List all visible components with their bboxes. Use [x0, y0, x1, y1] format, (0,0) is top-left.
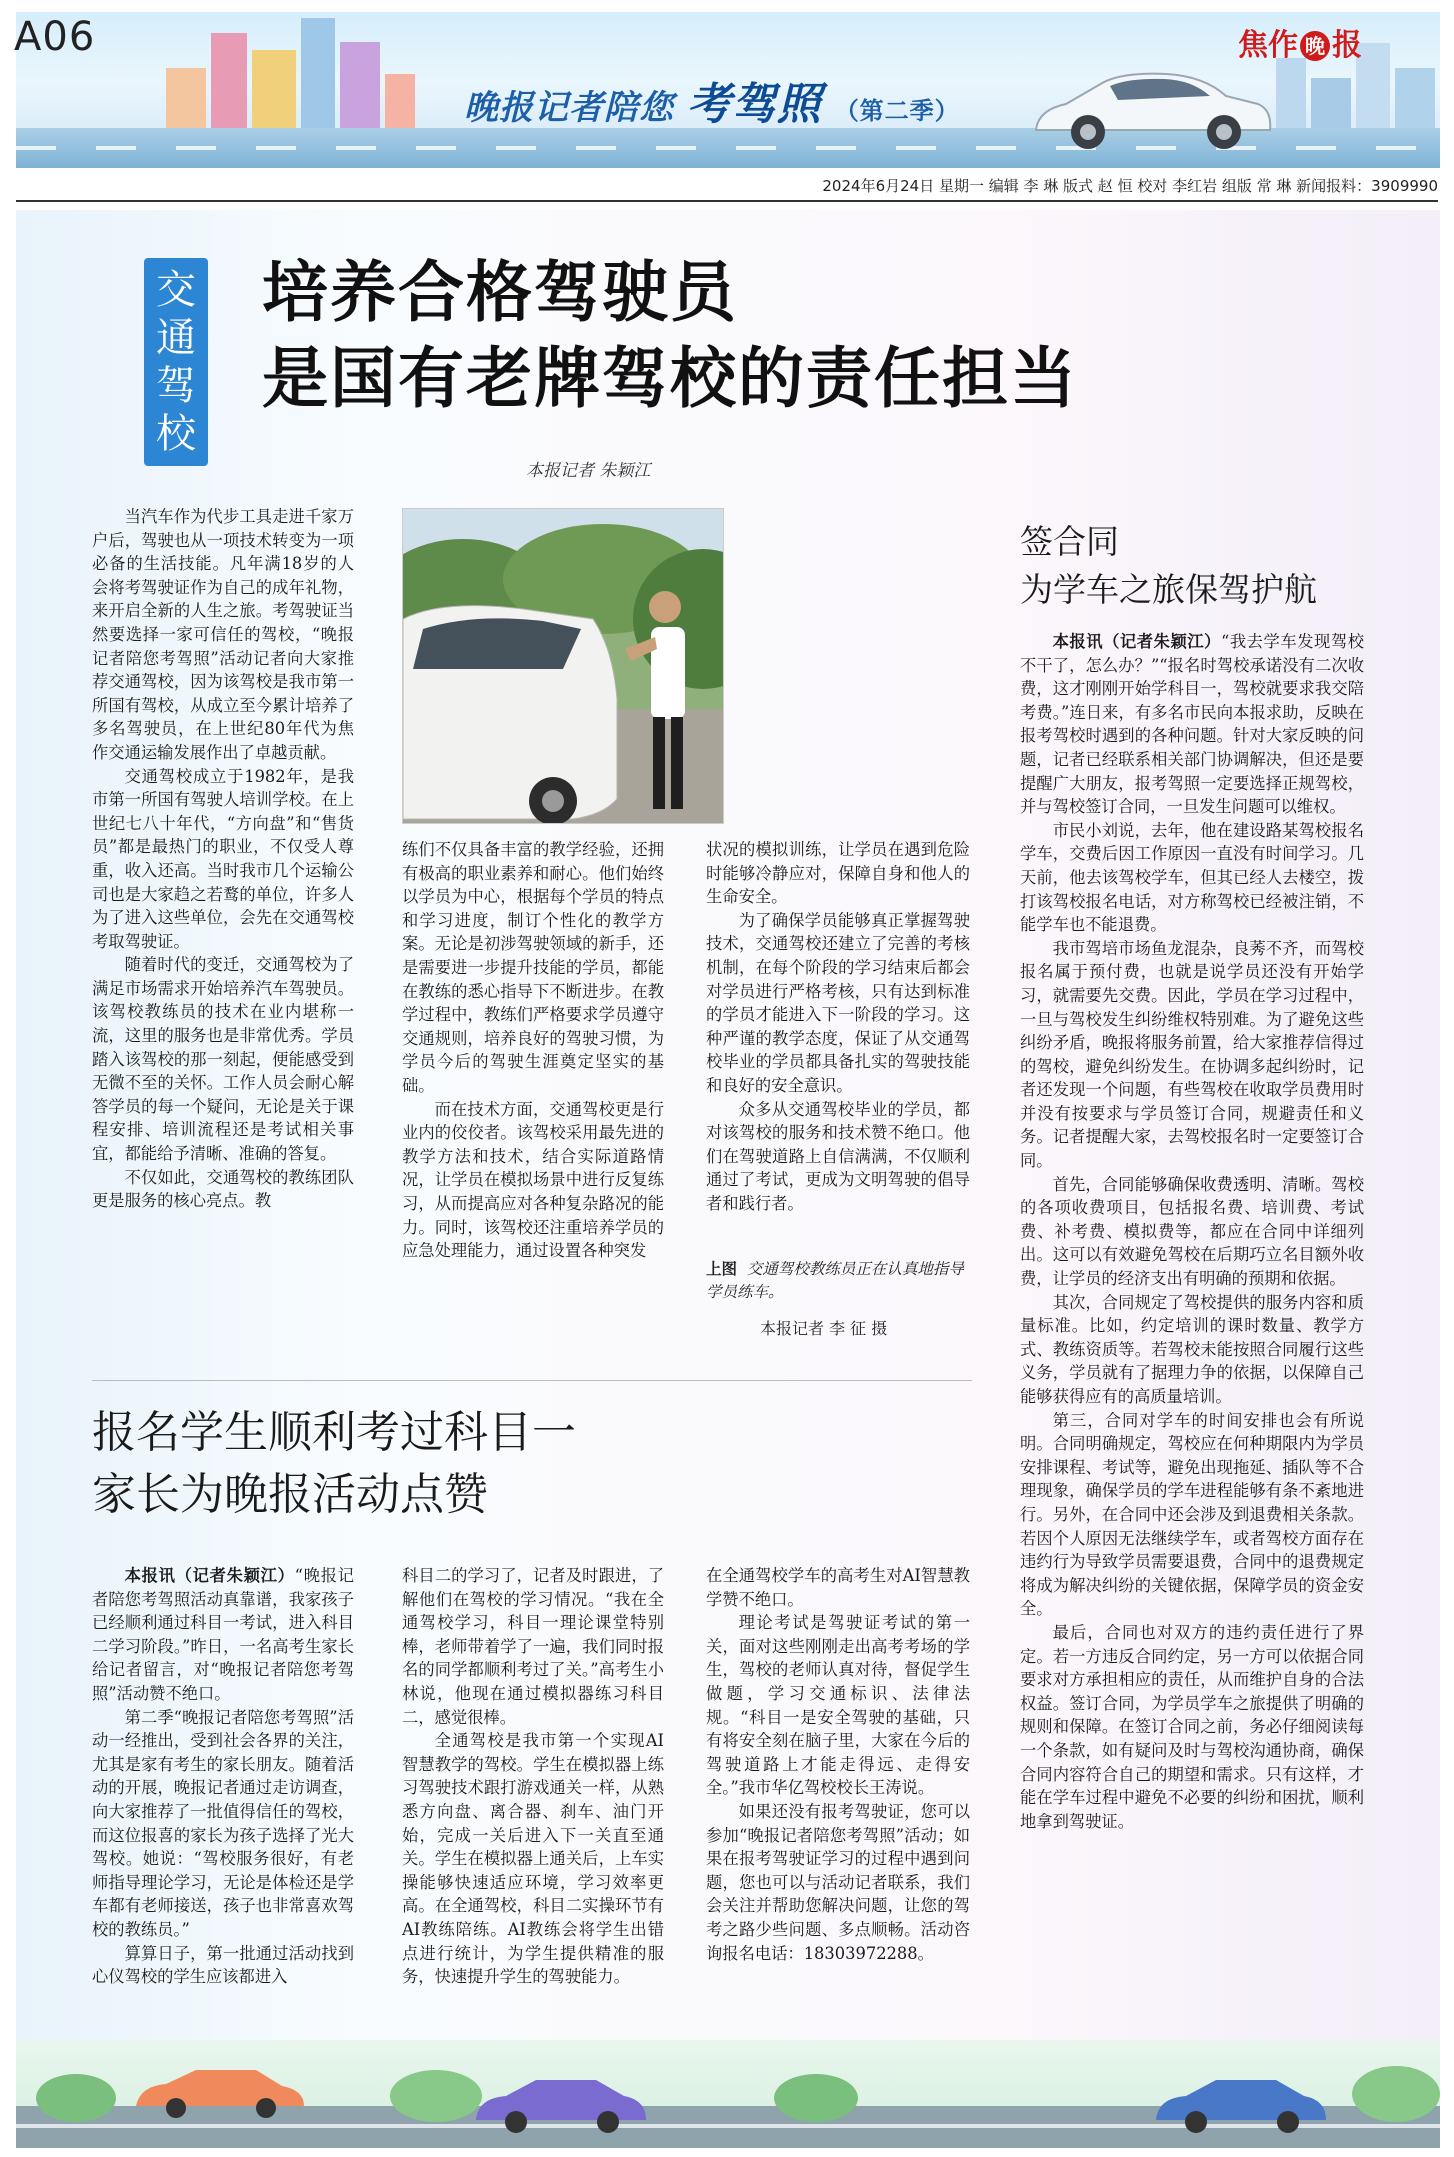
paragraph: 状况的模拟训练，让学员在遇到危险时能够冷静应对，保障自身和他人的生命安全。 [706, 840, 970, 907]
lead-reporter: 本报记者 朱颖江 [526, 461, 651, 481]
section-tag-char: 交 [156, 267, 196, 313]
section-tag-char: 校 [156, 411, 196, 457]
paragraph: 算算日子，第一批通过活动找到心仪驾校的学生应该都进入 [92, 1943, 354, 1987]
paragraph: 第二季“晚报记者陪您考驾照”活动一经推出，受到社会各界的关注，尤其是家有考生的家长朋友。随着活动的开展，晚报记者通过走访调查，向大家推荐了一批值得信任的驾校，而这位报喜的家长为孩子选择了光大驾校。她说：“驾校服务很好，有老师指导理论学习，无论是体检还是学车都有老师接送，孩子也非常喜欢驾校的教练员。” [92, 1707, 354, 1939]
banner-title-part: 晚报记者陪您 [464, 88, 674, 128]
paragraph: 科目二的学习了，记者及时跟进，了解他们在驾校的学习情况。“我在全通驾校学习，科目一理论课堂特别棒，老师带着学了一遍，我们同时报名的同学都顺利考过了关。”高考生小林说，他现在通过模拟器练习科目二，感觉很棒。 [402, 1566, 664, 1727]
footer-illustration [16, 2040, 1440, 2148]
logo-ball: 晚 [1300, 31, 1330, 61]
second-headline-line: 报名学生顺利考过科目一 [92, 1407, 576, 1458]
lead-article-column-3 [706, 838, 970, 1216]
paragraph: 第三，合同对学车的时间安排也会有所说明。合同明确规定，驾校应在何种期限内为学员安排课程、考试等，避免出现拖延、插队等不合理现象，确保学员的学车进程能够有条不紊地进行。另外，在合同中还会涉及到退费相关条款。若因个人原因无法继续学车，或者驾校方面存在违约行为导致学员需要退费，合同中的退费规定将成为解决纠纷的关键依据，保障学员的资金安全。 [1020, 1410, 1364, 1619]
car-icon [1026, 52, 1276, 162]
paragraph-text: “晚报记者陪您考驾照活动真靠谱，我家孩子已经顺利通过科目一考试，进入科目二学习阶段。”昨日，一名高考生家长给记者留言，对“晚报记者陪您考驾照”活动赞不绝口。 [92, 1566, 354, 1703]
second-article-headline [92, 1402, 576, 1526]
second-article-column-1 [92, 1564, 354, 1989]
paragraph: 而在技术方面，交通驾校更是行业内的佼佼者。该驾校采用最先进的教学方法和技术，结合实际道路情况，让学员在模拟场景中进行反复练习，从而提高应对各种复杂路况的能力。同时，该驾校还注重培养学员的应急处理能力，通过设置各种突发 [402, 1099, 664, 1261]
paragraph: 全通驾校是我市第一个实现AI智慧教学的驾校。学生在模拟器上练习驾驶技术跟打游戏通关一样，从熟悉方向盘、离合器、刹车、油门开始，完成一关后进入下一关直至通关。学生在模拟器上通关后，上车实操能够快速适应环境，学习效率更高。在全通驾校，科目二实操环节有AI教练陪练。AI教练会将学生出错点进行统计，为学生提供精准的服务，快速提升学生的驾驶能力。 [402, 1731, 664, 1987]
logo-text: 焦作 [1238, 28, 1298, 63]
photo-credit: 本报记者 李 征 摄 [760, 1319, 888, 1338]
skyline-building [340, 42, 380, 138]
paragraph: 不仅如此，交通驾校的教练团队更是服务的核心亮点。教 [92, 1167, 354, 1211]
section-tag-char: 通 [156, 315, 196, 361]
paragraph: 随着时代的变迁，交通驾校为了满足市场需求开始培养汽车驾驶员。该驾校教练员的技术在业内堪称一流，这里的服务也是非常优秀。学员踏入该驾校的那一刻起，便能感受到无微不至的关怀。工作人员会耐心解答学员的每一个疑问，无论是关于课程安排、培训流程还是考试相关事宜，都能给予清晰、准确的答复。 [92, 955, 354, 1164]
section-divider [92, 1380, 972, 1381]
paragraph [92, 1564, 354, 1706]
paragraph: 众多从交通驾校毕业的学员，都对该驾校的服务和技术赞不绝口。他们在驾驶道路上自信满满，不仅顺利通过了考试，更成为文明驾驶的倡导者和践行者。 [706, 1099, 970, 1213]
paragraph [1020, 630, 1364, 819]
right-article-column [1020, 630, 1364, 1833]
paragraph: 其次，合同规定了驾校提供的服务内容和质量标准。比如，约定培训的课时数量、教学方式、教练资质等。若驾校未能按照合同履行这些义务，学员就有了据理力争的依据，以保障自己能够获得应有的高质量培训。 [1020, 1292, 1364, 1406]
banner-title [464, 68, 960, 132]
paragraph: 为了确保学员能够真正掌握驾驶技术，交通驾校还建立了完善的考核机制，在每个阶段的学习结束后都会对学员进行严格考核，只有达到标准的学员才能进入下一阶段的学习。这种严谨的教学态度，保证了从交通驾校毕业的学员都具备扎实的驾驶技能和良好的安全意识。 [706, 910, 970, 1095]
article-lead: 本报讯（记者朱颖江） [1052, 632, 1221, 651]
right-headline-line: 签合同 [1020, 522, 1119, 561]
lead-headline-line: 是国有老牌驾校的责任担当 [262, 340, 1078, 417]
paragraph: 最后，合同也对双方的违约责任进行了界定。若一方违反合同约定，另一方可以依据合同要求对方承担相应的责任，从而维护自身的合法权益。签订合同，为学员学车之旅提供了明确的规则和保障。在签订合同之前，务必仔细阅读每一个条款，如有疑问及时与驾校沟通协商，确保合同内容符合自己的期望和需求。只有这样，才能在学车过程中避免不必要的纠纷和困扰，顺利地拿到驾驶证。 [1020, 1622, 1364, 1831]
skyline-building [252, 50, 296, 138]
header-rule [16, 200, 1438, 202]
skyline-building [301, 18, 335, 138]
article-lead: 本报讯（记者朱颖江） [124, 1566, 295, 1585]
banner-title-season: （第二季） [834, 97, 960, 125]
banner-title-highlight: 考驾照 [686, 79, 822, 130]
header-banner [16, 12, 1440, 168]
paragraph: 我市驾培市场鱼龙混杂，良莠不齐，而驾校报名属于预付费，也就是说学员还没有开始学习，就需要先交费。因此，学员在学习过程中，一旦与驾校发生纠纷维权特别难。为了避免这些纠纷矛盾，晚报将服务前置，给大家推荐信得过的驾校，避免纠纷发生。在协调多起纠纷时，记者还发现一个问题，有些驾校在收取学员费用时并没有按要求与学员签订合同，规避责任和义务。记者提醒大家，去驾校报名时一定要签订合同。 [1020, 938, 1364, 1171]
lead-headline [262, 250, 1078, 422]
paragraph: 交通驾校成立于1982年，是我市第一所国有驾驶人培训学校。在上世纪七八十年代，“方向盘”和“售货员”都是最热门的职业，不仅受人尊重，收入还高。当时我市几个运输公司也是大家趋之若鹜的单位，许多人为了进入这些单位，会先在交通驾校考取驾驶证。 [92, 766, 354, 951]
paragraph: 在全通驾校学车的高考生对AI智慧教学赞不绝口。 [706, 1566, 970, 1609]
second-article-column-3 [706, 1564, 970, 1965]
lead-photo [402, 508, 724, 824]
section-tag-char: 驾 [156, 363, 196, 409]
skyline-building [1276, 58, 1306, 138]
section-tag [144, 258, 208, 466]
driving-lesson-photo [403, 509, 724, 824]
road-scene-illustration [16, 2040, 1440, 2148]
paragraph: 理论考试是驾驶证考试的第一关，面对这些刚刚走出高考考场的学生，驾校的老师认真对待，督促学生做题，学习交通标识、法律法规。“科目一是安全驾驶的基础，只有将安全刻在脑子里，大家在今后的驾驶道路上才能走得远、走得安全。”我市华亿驾校校长王涛说。 [706, 1613, 970, 1798]
lead-headline-line: 培养合格驾驶员 [262, 254, 738, 331]
paragraph: 首先，合同能够确保收费透明、清晰。驾校的各项收费项目，包括报名费、培训费、考试费、补考费、模拟费等，都应在合同中详细列出。这可以有效避免驾校在后期巧立名目额外收费，让学员的经济支出有明确的预期和依据。 [1020, 1174, 1364, 1289]
second-article-column-2 [402, 1564, 664, 1989]
paragraph: 当汽车作为代步工具走进千家万户后，驾驶也从一项技术转变为一项必备的生活技能。凡年满18岁的人会将考驾驶证作为自己的成年礼物，来开启全新的人生之旅。考驾驶证当然要选择一家可信任的驾校，“晚报记者陪您考驾照”活动记者向大家推荐交通驾校，因为该驾校是我市第一所国有驾校，从成立至今累计培养了多名驾驶员，在上世纪80年代为焦作交通运输发展作出了卓越贡献。 [92, 507, 354, 762]
skyline-building [211, 33, 247, 138]
photo-caption [706, 1258, 970, 1304]
paragraph: 市民小刘说，去年，他在建设路某驾校报名学车，交费后因工作原因一直没有时间学习。几天前，他去该驾校学车，但其已经人去楼空，拨打该驾校报名电话，对方称驾校已经被注销，不能学车也不能退费。 [1020, 820, 1364, 935]
right-article-headline [1020, 518, 1317, 614]
paragraph-text: “我去学车发现驾校不干了，怎么办？”“报名时驾校承诺没有二次收费，这才刚刚开始学科目一，驾校就要求我交陪考费。”连日来，有多名市民向本报求助，反映在报考驾校时遇到的各种问题。针对大家反映的问题，记者已经联系相关部门协调解决，但还是要提醒广大朋友，报考驾照一定要选择正规驾校，并与驾校签订合同，一旦发生问题可以维权。 [1020, 632, 1364, 817]
second-headline-line: 家长为晚报活动点赞 [92, 1469, 488, 1520]
edition-byline: 2024年6月24日 星期一 编辑 李 琳 版式 赵 恒 校对 李红岩 组版 常 琳 新闻报料：3909990 [822, 177, 1438, 195]
right-headline-line: 为学车之旅保驾护航 [1020, 570, 1317, 609]
page-number: A06 [14, 14, 96, 60]
logo-text: 报 [1332, 28, 1362, 63]
paragraph: 练们不仅具备丰富的教学经验，还拥有极高的职业素养和耐心。他们始终以学员为中心，根据每个学员的特点和学习进度，制订个性化的教学方案。无论是初涉驾驶领域的新手，还是需要进一步提升技能的学员，都能在教练的悉心指导下不断进步。在教学过程中，教练们严格要求学员遵守交通规则，培养良好的驾驶习惯，为学员今后的驾驶生涯奠定坚实的基础。 [402, 840, 664, 1095]
paragraph: 如果还没有报考驾驶证，您可以参加“晚报记者陪您考驾照”活动；如果在报考驾驶证学习的过程中遇到问题，您也可以与活动记者联系，我们会关注并帮助您解决问题，让您的驾考之路少些问题、多点顺畅。活动咨询报名电话：18303972288。 [706, 1801, 970, 1963]
caption-text: 交通驾校教练员正在认真地指导学员练车。 [706, 1260, 964, 1301]
lead-article-column-2 [402, 838, 664, 1263]
caption-lead: 上图 [706, 1260, 738, 1278]
newspaper-logo [1238, 20, 1362, 64]
lead-article-column-1 [92, 505, 354, 1213]
